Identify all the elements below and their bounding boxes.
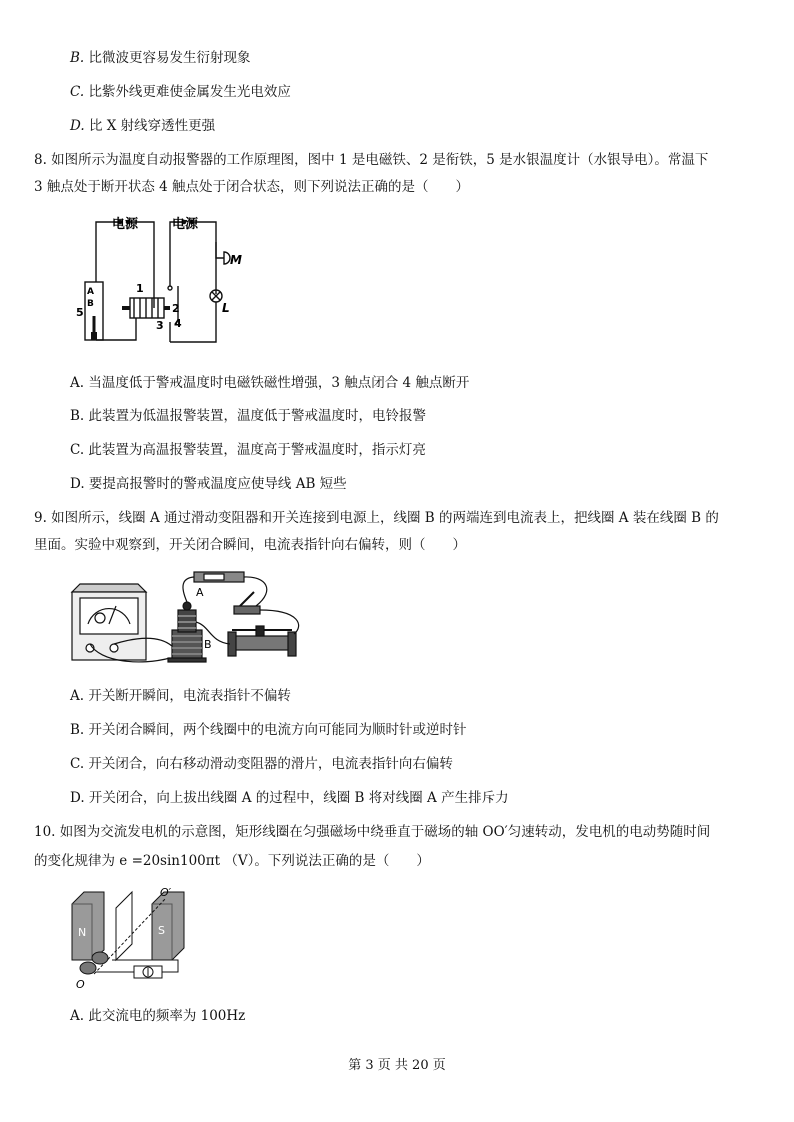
option-text: 比紫外线更难使金属发生光电效应	[88, 84, 291, 100]
q7-option-d	[70, 116, 215, 136]
label-b: B	[87, 299, 94, 309]
option-letter: C.	[70, 84, 85, 100]
q7-option-c	[70, 82, 291, 102]
q9-apparatus-figure	[70, 566, 306, 666]
option-letter: B.	[70, 50, 85, 66]
option-text: 比微波更容易发生衍射现象	[88, 50, 251, 66]
label-3: 3	[156, 319, 164, 332]
label-5: 5	[76, 306, 84, 319]
label-4: 4	[174, 317, 182, 330]
axis-label-o-prime: O′	[160, 886, 172, 899]
label-2: 2	[172, 302, 180, 315]
q8-stem-line1: 8. 如图所示为温度自动报警器的工作原理图，图中 1 是电磁铁、2 是衔铁，5 是水银温度计（水银导电）。常温下	[34, 152, 709, 168]
label-m: M	[230, 253, 242, 267]
label-1: 1	[136, 282, 144, 295]
coil-b-label: B	[204, 638, 212, 651]
q8-option-d: D. 要提高报警时的警戒温度应使导线 AB 短些	[70, 476, 347, 492]
power-label-1: 电源	[112, 217, 139, 232]
q9-option-a: A. 开关断开瞬间，电流表指针不偏转	[70, 688, 291, 704]
q9-option-c: C. 开关闭合，向右移动滑动变阻器的滑片，电流表指针向右偏转	[70, 756, 453, 772]
label-l: L	[222, 301, 230, 315]
q10-generator-figure	[66, 884, 190, 992]
coil-a-label: A	[196, 586, 204, 599]
label-a: A	[87, 287, 94, 297]
page-footer: 第 3 页 共 20 页	[348, 1058, 446, 1073]
q10-stem-line2: 的变化规律为 e =20sin100πt （V）。下列说法正确的是（ ）	[34, 853, 430, 869]
power-label-2: 电源	[172, 217, 199, 232]
pole-n-label: N	[78, 926, 87, 939]
pole-s-label: S	[158, 924, 165, 937]
q9-option-d: D. 开关闭合，向上拔出线圈 A 的过程中，线圈 B 将对线圈 A 产生排斥力	[70, 790, 509, 806]
q10-stem-line1: 10. 如图为交流发电机的示意图，矩形线圈在匀强磁场中绕垂直于磁场的轴 OO′匀速转动，发电机的电动势随时间	[34, 824, 711, 840]
q8-circuit-figure	[74, 212, 244, 350]
q9-stem-line2: 里面。实验中观察到，开关闭合瞬间，电流表指针向右偏转，则（ ）	[34, 537, 466, 553]
option-letter: D.	[70, 118, 85, 134]
option-text: 比 X 射线穿透性更强	[88, 118, 216, 134]
q8-option-a: A. 当温度低于警戒温度时电磁铁磁性增强，3 触点闭合 4 触点断开	[70, 375, 470, 391]
q7-option-b	[70, 48, 251, 68]
q9-stem-line1: 9. 如图所示，线圈 A 通过滑动变阻器和开关连接到电源上，线圈 B 的两端连到电流表上，把线圈 A 装在线圈 B 的	[34, 510, 719, 526]
q8-option-b: B. 此装置为低温报警装置，温度低于警戒温度时，电铃报警	[70, 408, 427, 424]
q8-stem-line2: 3 触点处于断开状态 4 触点处于闭合状态，则下列说法正确的是（ ）	[34, 179, 470, 195]
axis-label-o: O	[76, 978, 85, 991]
q10-option-a: A. 此交流电的频率为 100Hz	[70, 1008, 246, 1024]
q9-option-b: B. 开关闭合瞬间，两个线圈中的电流方向可能同为顺时针或逆时针	[70, 722, 467, 738]
q8-option-c: C. 此装置为高温报警装置，温度高于警戒温度时，指示灯亮	[70, 442, 426, 458]
